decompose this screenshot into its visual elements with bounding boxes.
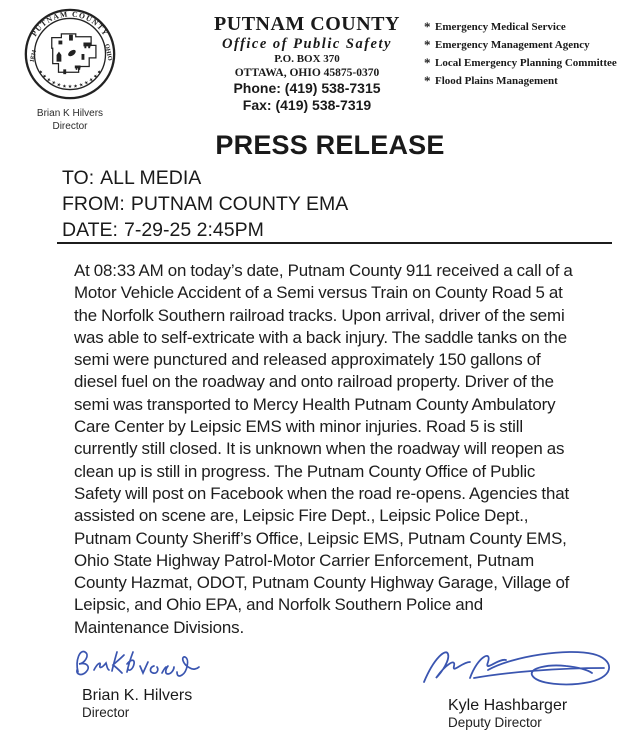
press-release-body: At 08:33 AM on today’s date, Putnam County 911 received a call of a Motor Vehicle Accident of a Semi versus Train on County Road 5 at the Norfolk Southern railroad tracks. Upon arrival, driver of the semi was able to self-extricate with a back injury. The saddle tanks on the semi were punctured and released approximately 150 gallons of diesel fuel on the roadway and onto railroad property. Driver of the semi was transported to Mercy Health Putnam County Ambulatory Care Center by Leipsic EMS with minor injuries. Road 5 is still currently still closed. It is unknown when the roadway will reopen as clean up is still in progress. The Putnam County Office of Public Safety will post on Facebook when the road re-opens. Agencies that assisted on scene are, Leipsic Fire Dept., Leipsic Police Dept., Putnam County Sheriff’s Office, Leipsic EMS, Putnam County EMS, Ohio State Highway Patrol-Motor Carrier Enforcement, Putnam County Hazmat, ODOT, Putnam County Highway Garage, Village of Leipsic, and Ohio EPA, and Norfolk Southern Police and Maintenance Divisions. <box>74 261 573 637</box>
bullet-icon: * <box>424 55 431 70</box>
svg-text:OHIO: OHIO <box>103 43 114 62</box>
memo-from-line <box>62 191 348 217</box>
service-label: Local Emergency Planning Committee <box>435 57 617 69</box>
letterhead-org-block <box>182 13 432 114</box>
bullet-icon: * <box>424 73 431 88</box>
bullet-icon: * <box>424 19 431 34</box>
org-name: PUTNAM COUNTY <box>214 13 400 35</box>
service-item <box>424 39 634 51</box>
memo-date-line <box>62 217 348 243</box>
county-seal-icon <box>22 6 118 102</box>
services-list <box>424 21 634 93</box>
service-item <box>424 57 634 69</box>
org-phone: Phone: (419) 538-7315 <box>233 80 381 96</box>
signatory-title: Director <box>82 705 130 720</box>
org-po-box: P.O. BOX 370 <box>274 53 340 65</box>
seal-caption-name: Brian K Hilvers <box>36 108 104 119</box>
signatory-name: Kyle Hashbarger <box>448 697 568 714</box>
bullet-icon: * <box>424 37 431 52</box>
divider-rule <box>57 242 612 244</box>
service-label: Emergency Management Agency <box>435 39 590 51</box>
service-item <box>424 21 634 33</box>
handwritten-signature-icon <box>70 642 220 684</box>
memo-from-value: PUTNAM COUNTY EMA <box>130 193 349 215</box>
memo-to-label: TO: <box>62 167 95 189</box>
service-item <box>424 75 634 87</box>
handwritten-signature-icon <box>418 638 618 694</box>
memo-to-value: ALL MEDIA <box>100 167 202 189</box>
memo-header <box>62 165 348 243</box>
seal-caption-title: Director <box>52 121 88 132</box>
memo-date-value: 7-29-25 2:45PM <box>123 219 264 241</box>
service-label: Emergency Medical Service <box>435 21 566 33</box>
signatory-title: Deputy Director <box>448 715 542 730</box>
signature-block-deputy-director <box>418 638 628 731</box>
memo-from-label: FROM: <box>62 193 125 215</box>
svg-text:1834: 1834 <box>28 49 39 64</box>
letterhead-seal-block <box>12 6 128 133</box>
service-label: Flood Plains Management <box>435 75 558 87</box>
memo-to-line <box>62 165 348 191</box>
svg-text:PUTNAM COUNTY: PUTNAM COUNTY <box>29 9 111 38</box>
signatory-name: Brian K. Hilvers <box>82 687 193 704</box>
memo-date-label: DATE: <box>62 219 118 241</box>
org-city-line: OTTAWA, OHIO 45875-0370 <box>234 67 380 79</box>
org-office: Office of Public Safety <box>222 36 392 52</box>
signature-block-director <box>70 642 270 721</box>
page-title: PRESS RELEASE <box>215 130 445 160</box>
svg-text:★ ★ ★ ★ ★ ★ ★ ★ ★ ★ ★ ★ ★: ★ ★ ★ ★ ★ ★ ★ ★ ★ ★ ★ ★ ★ <box>36 68 104 91</box>
org-fax: Fax: (419) 538-7319 <box>242 97 372 113</box>
